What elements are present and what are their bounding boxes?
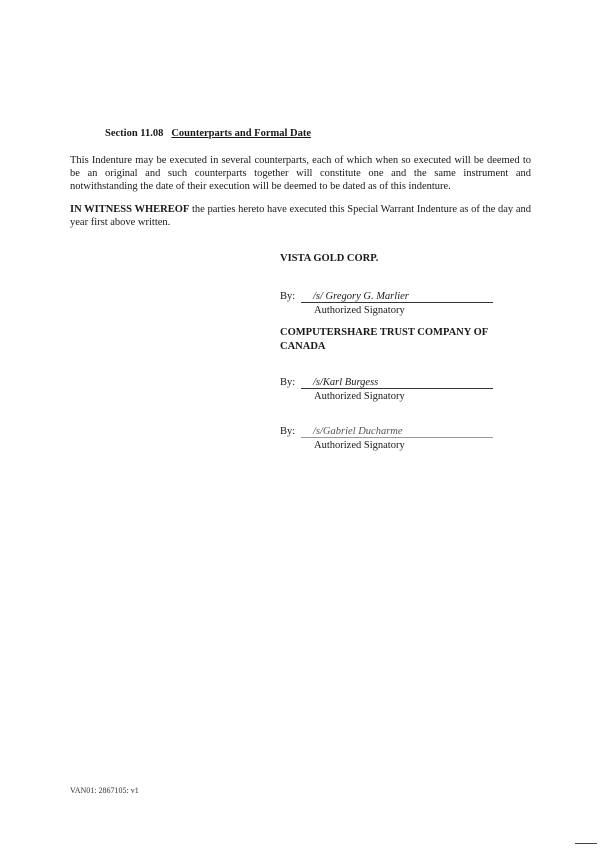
section-number: Section 11.08	[105, 128, 164, 139]
document-reference-footer: VAN01: 2867105: v1	[70, 786, 139, 795]
computershare-company-name: COMPUTERSHARE TRUST COMPANY OF CANADA	[280, 327, 488, 352]
by-label: By:	[280, 377, 296, 388]
witness-lead: IN WITNESS WHEREOF	[70, 204, 190, 215]
signatory-title: Authorized Signatory	[314, 440, 405, 451]
counterparts-paragraph: This Indenture may be executed in several counterparts, each of which when so executed will be deemed to be an original and such counterparts together will constitute one and the same instrument and notwithstanding the date of their execution will be deemed to be dated as of this indenture.	[70, 155, 531, 192]
signatory-title: Authorized Signatory	[314, 391, 405, 402]
signatory-title: Authorized Signatory	[314, 305, 405, 316]
vista-signature-line	[280, 290, 493, 317]
section-heading	[105, 128, 311, 139]
by-label: By:	[280, 291, 296, 302]
witness-paragraph	[70, 203, 531, 229]
computershare-signature-line-2	[280, 425, 493, 452]
section-title: Counterparts and Formal Date	[171, 128, 312, 139]
signature-value: /s/Gabriel Ducharme	[301, 426, 493, 438]
page-corner-rule	[575, 843, 597, 844]
signature-value: /s/ Gregory G. Marlier	[301, 291, 493, 303]
by-label: By:	[280, 426, 296, 437]
computershare-signature-line-1	[280, 376, 493, 403]
signature-value: /s/Karl Burgess	[301, 377, 493, 389]
witness-text: the parties hereto have executed this Special Warrant Indenture as of the day and year first above written.	[70, 204, 531, 228]
vista-company-name: VISTA GOLD CORP.	[280, 253, 379, 264]
